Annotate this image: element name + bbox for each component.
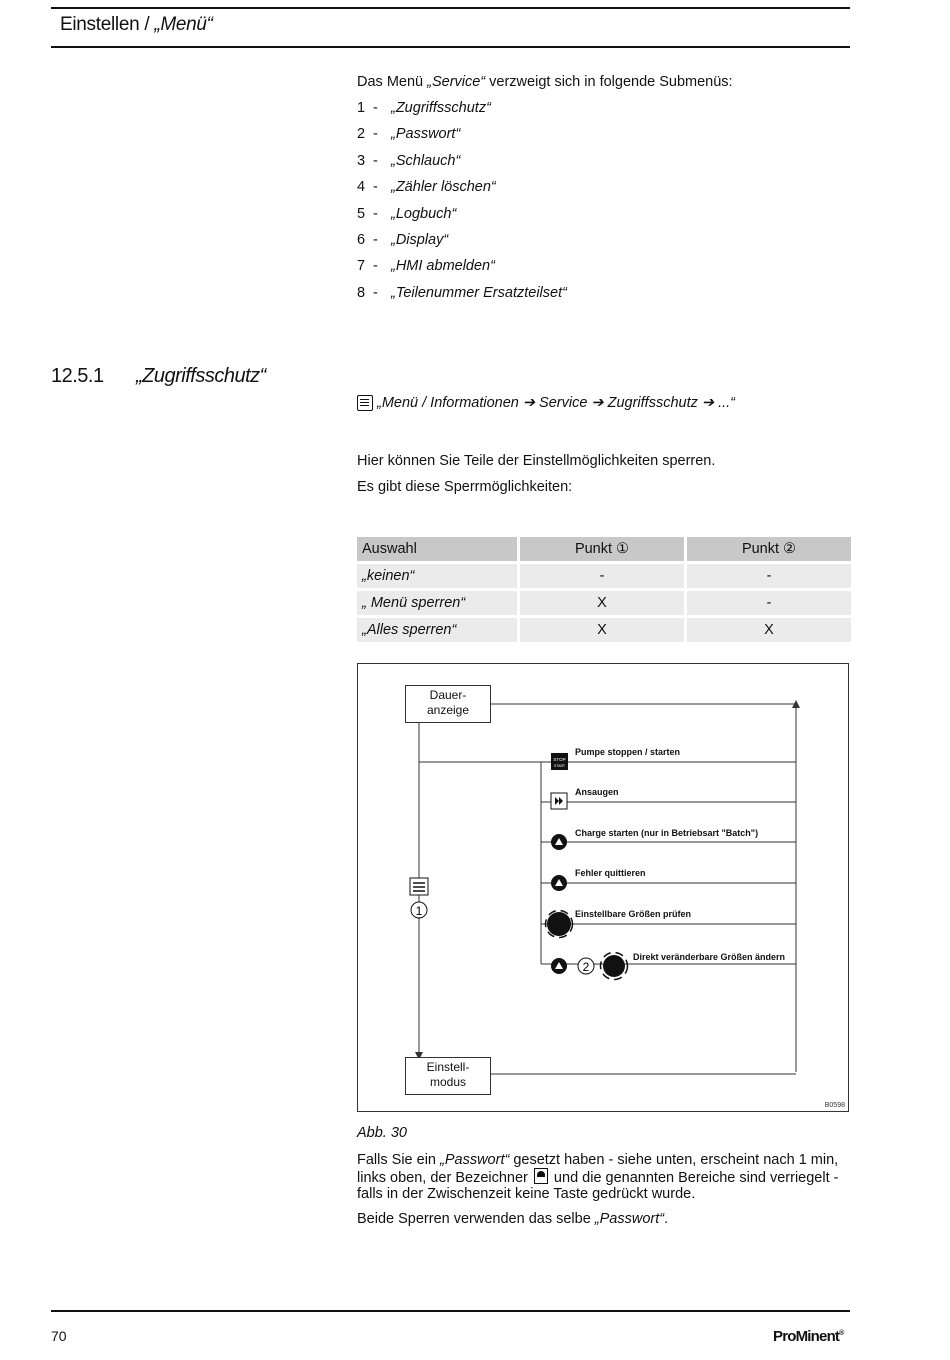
start-label: START	[553, 764, 566, 768]
rotary-knob-icon	[603, 955, 625, 977]
page-number: 70	[51, 1328, 67, 1344]
list-item-number: 6	[357, 232, 366, 248]
page-header-title	[60, 14, 213, 36]
list-item-dash: -	[369, 285, 378, 301]
list-item-dash: -	[369, 206, 378, 222]
list-item	[357, 179, 496, 195]
header-title-italic: „Menü“	[154, 14, 213, 35]
table-cell: -	[520, 564, 684, 588]
list-item-dash: -	[369, 126, 378, 142]
list-item-label: „HMI abmelden“	[391, 258, 495, 274]
diagram-label: Einstellbare Größen prüfen	[575, 909, 692, 919]
table-cell: -	[687, 564, 851, 588]
table-row	[357, 618, 851, 642]
list-item-label: „Logbuch“	[391, 206, 457, 222]
list-item-number: 7	[357, 258, 366, 274]
diagram-lines	[358, 664, 848, 1111]
table-header-cell: Punkt ①	[520, 537, 684, 561]
list-item	[357, 285, 567, 301]
lock-options-table	[354, 534, 854, 645]
list-item-dash: -	[369, 232, 378, 248]
footer-rule	[51, 1310, 850, 1312]
list-item-dash: -	[369, 100, 378, 116]
brand-logo	[773, 1328, 844, 1345]
menu-icon	[357, 395, 373, 411]
table-row	[357, 591, 851, 615]
list-item	[357, 126, 460, 142]
access-protection-diagram	[357, 663, 849, 1112]
list-item	[357, 153, 460, 169]
intro-prefix: Das Menü	[357, 74, 428, 90]
header-top-rule	[51, 7, 850, 9]
figure-caption: Abb. 30	[357, 1125, 407, 1141]
list-item-number: 4	[357, 179, 366, 195]
list-item-label: „Schlauch“	[391, 153, 461, 169]
list-item-number: 2	[357, 126, 366, 142]
diagram-label: Charge starten (nur in Betriebsart "Batch")	[575, 828, 759, 838]
section-text-2: Es gibt diese Sperrmöglichkeiten:	[357, 479, 573, 495]
list-item-dash: -	[369, 258, 378, 274]
para-italic: „Passwort“	[440, 1152, 510, 1168]
diagram-label: Direkt veränderbare Größen ändern	[633, 952, 786, 962]
table-cell: -	[687, 591, 851, 615]
box-label: Dauer-	[429, 688, 467, 702]
password-paragraph	[357, 1152, 847, 1202]
table-cell: „ Menü sperren“	[357, 591, 517, 615]
list-item-dash: -	[369, 179, 378, 195]
permanent-display-box	[405, 685, 491, 723]
logo-text: ProMinent	[773, 1328, 840, 1345]
list-item-label: „Passwort“	[391, 126, 461, 142]
list-item-label: „Zähler löschen“	[391, 179, 496, 195]
para-text: und die genannten Bereiche sind verriegelt - falls in der Zwischenzeit keine Taste gedrückt wurde.	[357, 1170, 839, 1202]
intro-text	[357, 74, 733, 90]
section-text-1: Hier können Sie Teile der Einstellmöglichkeiten sperren.	[357, 453, 716, 469]
key-icon	[534, 1168, 548, 1184]
para-text: Beide Sperren verwenden das selbe	[357, 1211, 595, 1227]
diagram-label: Fehler quittieren	[575, 868, 646, 878]
section-title: „Zugriffsschutz“	[136, 365, 266, 387]
list-item-number: 3	[357, 153, 366, 169]
list-item-number: 1	[357, 100, 366, 116]
para-text: Falls Sie ein	[357, 1152, 441, 1168]
section-number: 12.5.1	[51, 365, 104, 387]
list-item-number: 5	[357, 206, 366, 222]
same-password-paragraph	[357, 1211, 847, 1227]
list-item-number: 8	[357, 285, 366, 301]
table-row	[357, 564, 851, 588]
table-header-cell: Punkt ②	[687, 537, 851, 561]
list-item	[357, 206, 456, 222]
box-label: anzeige	[426, 703, 470, 717]
list-item-label: „Zugriffsschutz“	[391, 100, 491, 116]
list-item	[357, 100, 491, 116]
table-header-cell: Auswahl	[357, 537, 517, 561]
marker-2-label: 2	[582, 960, 590, 974]
marker-1-label: 1	[415, 904, 423, 918]
table-cell: „Alles sperren“	[357, 618, 517, 642]
table-cell: „keinen“	[357, 564, 517, 588]
diagram-label: Ansaugen	[575, 787, 619, 797]
list-item	[357, 232, 448, 248]
list-item-dash: -	[369, 153, 378, 169]
para-text: gesetzt haben - siehe unten, erscheint nach 1 min, links oben, der Bezeichner	[357, 1152, 839, 1186]
header-title-prefix: Einstellen /	[60, 14, 155, 35]
table-header-row	[357, 537, 851, 561]
diagram-label: Pumpe stoppen / starten	[575, 747, 681, 757]
list-item	[357, 258, 495, 274]
list-item-label: „Teilenummer Ersatzteilset“	[391, 285, 567, 301]
box-label: Einstell-	[426, 1060, 470, 1074]
para-text: .	[664, 1211, 669, 1227]
rotary-knob-icon	[548, 913, 570, 935]
logo-mark: ®	[839, 1330, 844, 1337]
intro-menu-name: „Service“	[427, 74, 486, 90]
table-cell: X	[520, 618, 684, 642]
table-cell: X	[520, 591, 684, 615]
stop-label: STOP	[553, 757, 566, 762]
para-italic: „Passwort“	[594, 1211, 665, 1227]
list-item-label: „Display“	[391, 232, 449, 248]
setting-mode-box	[405, 1057, 491, 1095]
header-bottom-rule	[51, 46, 850, 48]
menu-path-text: „Menü / Informationen ➔ Service ➔ Zugriffsschutz ➔ ...“	[377, 395, 735, 411]
figure-code: B0598	[824, 1102, 845, 1109]
table-cell: X	[687, 618, 851, 642]
menu-path	[357, 395, 735, 411]
intro-suffix: verzweigt sich in folgende Submenüs:	[485, 74, 733, 90]
box-label: modus	[429, 1075, 467, 1089]
